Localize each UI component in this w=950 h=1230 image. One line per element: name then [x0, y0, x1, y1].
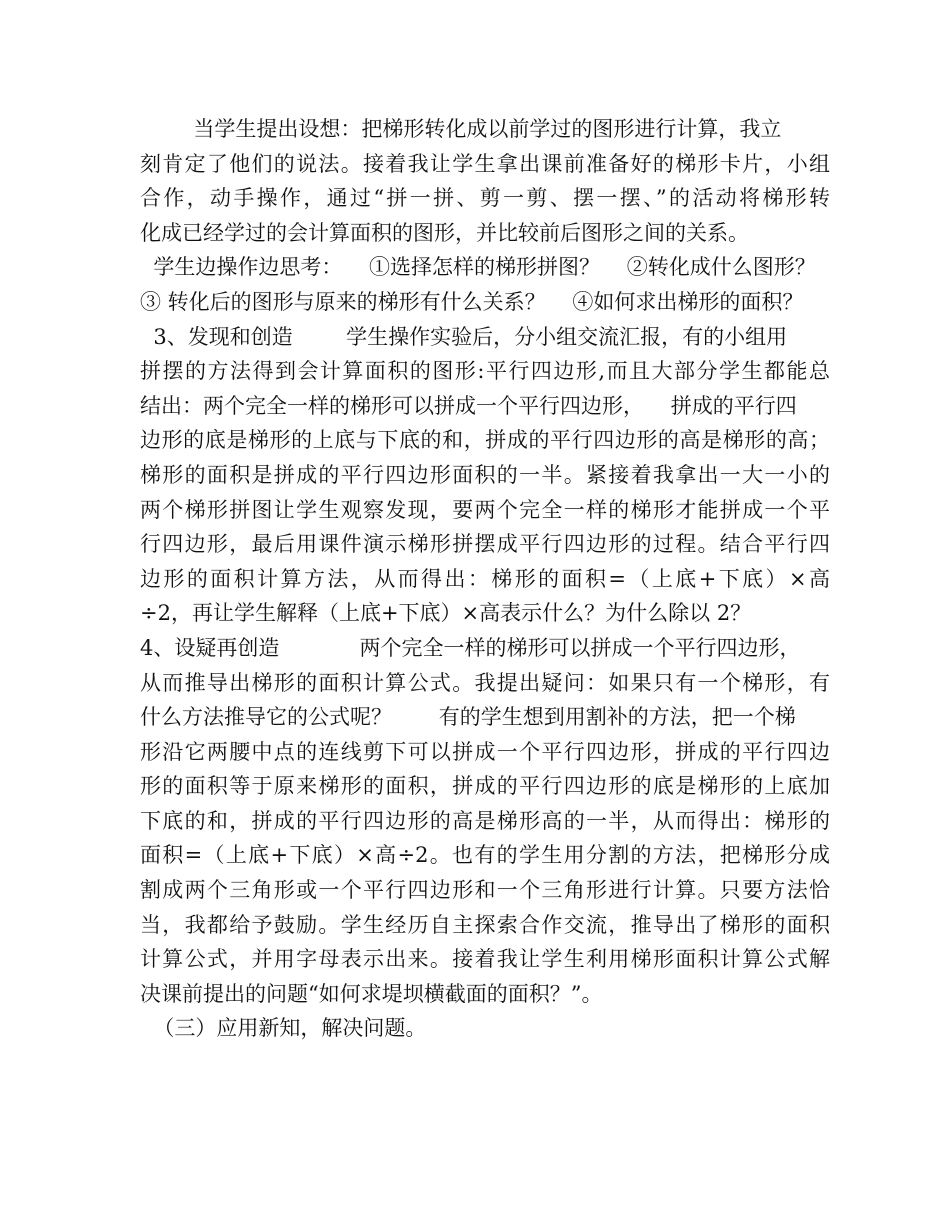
- text-line: 化成已经学过的会计算面积的图形，并比较前后图形之间的关系。: [140, 220, 749, 245]
- text-line: 形的面积等于原来梯形的面积，拼成的平行四边形的底是梯形的上底加: [140, 774, 830, 799]
- text-line: 从而推导出梯形的面积计算公式。我提出疑问：如果只有一个梯形，有: [140, 670, 830, 695]
- text-line: 合作，动手操作，通过“拼一拼、剪一剪、摆一摆、”的活动将梯形转: [140, 186, 830, 211]
- section-heading: （三）应用新知，解决问题。: [140, 1016, 427, 1041]
- text-line: 拼摆的方法得到会计算面积的图形:平行四边形,而且大部分学生都能总: [140, 359, 830, 384]
- text-line: 两个梯形拼图让学生观察发现，要两个完全一样的梯形才能拼成一个平: [140, 497, 830, 522]
- text-line: 面积=（上底+下底）×高÷2。也有的学生用分割的方法，把梯形分成: [140, 843, 830, 868]
- text-line: 当，我都给予鼓励。学生经历自主探索合作交流，推导出了梯形的面积: [140, 912, 830, 937]
- text-line: 下底的和，拼成的平行四边形的高是梯形高的一半，从而得出：梯形的: [140, 808, 830, 833]
- text-line: 4、设疑再创造 两个完全一样的梯形可以拼成一个平行四边形，: [140, 635, 801, 660]
- text-line: 边形的面积计算方法，从而得出：梯形的面积=（上底+下底）×高: [140, 566, 830, 591]
- text-line: ÷2，再让学生解释（上底+下底）×高表示什么？为什么除以 2？: [140, 601, 752, 626]
- text-line: 计算公式，并用字母表示出来。接着我让学生利用梯形面积计算公式解: [140, 947, 830, 972]
- text-line: 形沿它两腰中点的连线剪下可以拼成一个平行四边形，拼成的平行四边: [140, 739, 830, 764]
- text-line: 当学生提出设想：把梯形转化成以前学过的图形进行计算，我立: [140, 117, 782, 141]
- text-line: 边形的底是梯形的上底与下底的和，拼成的平行四边形的高是梯形的高；: [140, 428, 830, 453]
- text-line: 刻肯定了他们的说法。接着我让学生拿出课前准备好的梯形卡片，小组: [140, 151, 830, 176]
- text-line: 什么方法推导它的公式呢？ 有的学生想到用割补的方法，把一个梯: [140, 705, 796, 730]
- text-line: 结出：两个完全一样的梯形可以拼成一个平行四边形， 拼成的平行四: [140, 393, 797, 418]
- text-line: 决课前提出的问题“如何求堤坝横截面的面积？”。: [140, 981, 603, 1006]
- text-line: 割成两个三角形或一个平行四边形和一个三角形进行计算。只要方法恰: [140, 878, 830, 903]
- text-line: 行四边形，最后用课件演示梯形拼摆成平行四边形的过程。结合平行四: [140, 532, 830, 557]
- text-line: 3、发现和创造 学生操作实验后，分小组交流汇报，有的小组用: [140, 324, 788, 349]
- text-line: 梯形的面积是拼成的平行四边形面积的一半。紧接着我拿出一大一小的: [140, 462, 830, 487]
- text-line: ③ 转化后的图形与原来的梯形有什么关系？ ④如何求出梯形的面积？: [140, 289, 804, 314]
- document-body: [140, 112, 830, 1046]
- text-line: 学生边操作边思考： ①选择怎样的梯形拼图？ ②转化成什么图形？: [140, 255, 816, 280]
